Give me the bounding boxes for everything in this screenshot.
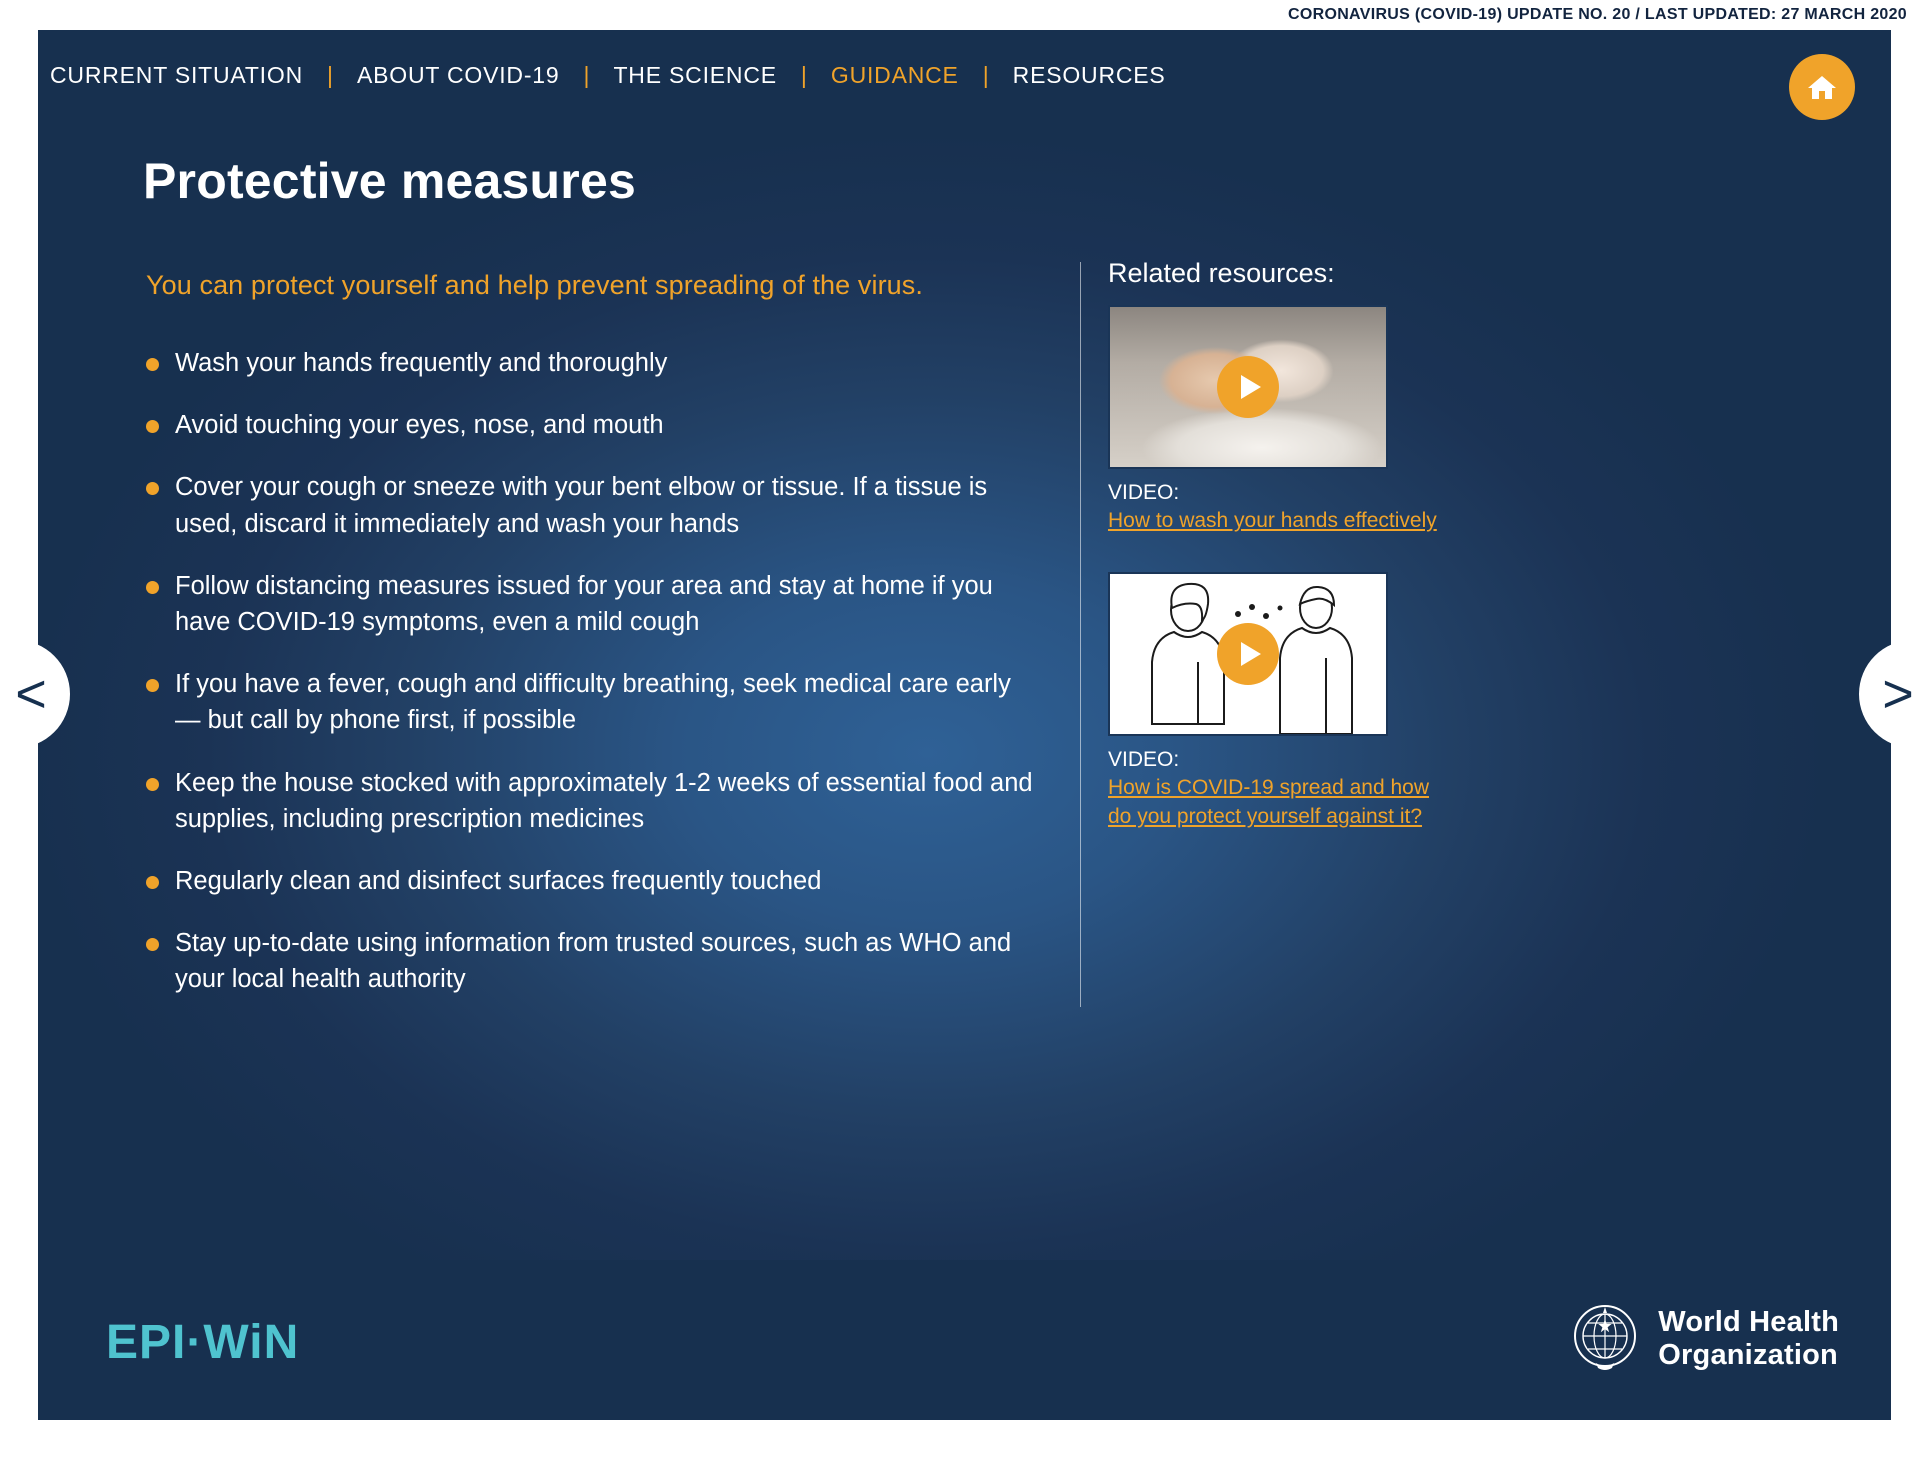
vertical-divider [1080, 262, 1081, 1007]
list-item-text: If you have a fever, cough and difficulty breathing, seek medical care early — but call by phone first, if possible [175, 670, 1011, 735]
who-emblem-icon [1566, 1297, 1644, 1380]
nav-separator: | [583, 62, 590, 88]
nav-separator: | [326, 62, 333, 88]
home-icon [1805, 70, 1839, 104]
who-line1: World Health [1658, 1306, 1839, 1339]
list-item-text: Wash your hands frequently and thoroughly [175, 349, 668, 377]
play-icon[interactable] [1217, 623, 1279, 685]
list-item [146, 568, 1036, 640]
list-item-text: Keep the house stocked with approximately 1-2 weeks of essential food and supplies, including prescription medicines [175, 768, 1033, 833]
update-info-text: CORONAVIRUS (COVID-19) UPDATE NO. 20 / LAST UPDATED: 27 MARCH 2020 [1288, 6, 1907, 23]
nav-item-guidance[interactable]: GUIDANCE [830, 62, 959, 88]
who-logo [1566, 1297, 1839, 1380]
bullet-dot-icon [146, 482, 159, 495]
who-name [1658, 1306, 1839, 1371]
covid-spread-video-thumbnail[interactable] [1108, 572, 1388, 736]
nav-separator: | [800, 62, 807, 88]
list-item [146, 925, 1036, 997]
who-line2: Organization [1658, 1338, 1838, 1371]
bullet-dot-icon [146, 420, 159, 433]
resource-label: VIDEO: [1108, 481, 1180, 504]
epiwin-part2: WiN [203, 1316, 300, 1369]
list-item-text: Follow distancing measures issued for your area and stay at home if you have COVID-19 symptoms, even a mild cough [175, 571, 993, 637]
bullet-dot-icon [146, 679, 159, 692]
related-resources-panel [1108, 258, 1438, 832]
page-subtitle: You can protect yourself and help prevent spreading of the virus. [146, 270, 923, 300]
previous-slide-button[interactable]: < [0, 640, 70, 748]
main-navigation [50, 58, 1166, 93]
nav-item-the-science[interactable]: THE SCIENCE [613, 62, 777, 88]
epiwin-part1: EPI [106, 1316, 187, 1369]
bullet-list [146, 345, 1036, 1024]
resource-link-covid-spread[interactable]: How is COVID-19 spread and how do you protect yourself against it? [1108, 775, 1429, 828]
list-item [146, 666, 1036, 738]
list-item-text: Cover your cough or sneeze with your bent elbow or tissue. If a tissue is used, discard it immediately and wash your hands [175, 473, 988, 538]
nav-item-resources[interactable]: RESOURCES [1012, 62, 1166, 88]
nav-item-about-covid19[interactable]: ABOUT COVID-19 [356, 62, 560, 88]
list-item-text: Avoid touching your eyes, nose, and mouth [175, 411, 664, 440]
related-resource-item-2 [1108, 572, 1438, 832]
list-item [146, 407, 1036, 443]
bullet-dot-icon [146, 876, 159, 889]
bullet-dot-icon [146, 778, 159, 791]
list-item-text: Regularly clean and disinfect surfaces frequently touched [175, 867, 822, 896]
top-bar [0, 0, 1929, 30]
bullet-dot-icon [146, 581, 159, 594]
list-item [146, 345, 1036, 381]
slide-body [38, 30, 1891, 1420]
related-resource-item-1 [1108, 305, 1438, 536]
next-slide-button[interactable]: > [1859, 640, 1929, 748]
epiwin-separator: · [186, 1316, 204, 1369]
nav-item-current-situation[interactable]: CURRENT SITUATION [50, 62, 303, 88]
play-icon[interactable] [1217, 356, 1279, 418]
resource-label: VIDEO: [1108, 747, 1180, 771]
list-item [146, 469, 1036, 541]
handwashing-video-thumbnail[interactable] [1108, 305, 1388, 469]
list-item [146, 863, 1036, 899]
bullet-dot-icon [146, 358, 159, 371]
resource-link-handwashing[interactable]: How to wash your hands effectively [1108, 509, 1437, 532]
related-resources-title: Related resources: [1108, 258, 1335, 288]
nav-separator: | [982, 62, 989, 88]
epiwin-logo [106, 1315, 299, 1370]
list-item-text: Stay up-to-date using information from trusted sources, such as WHO and your local health authority [175, 929, 1012, 994]
home-button[interactable] [1789, 54, 1855, 120]
page-title: Protective measures [143, 153, 636, 209]
list-item [146, 765, 1036, 837]
bullet-dot-icon [146, 938, 159, 951]
